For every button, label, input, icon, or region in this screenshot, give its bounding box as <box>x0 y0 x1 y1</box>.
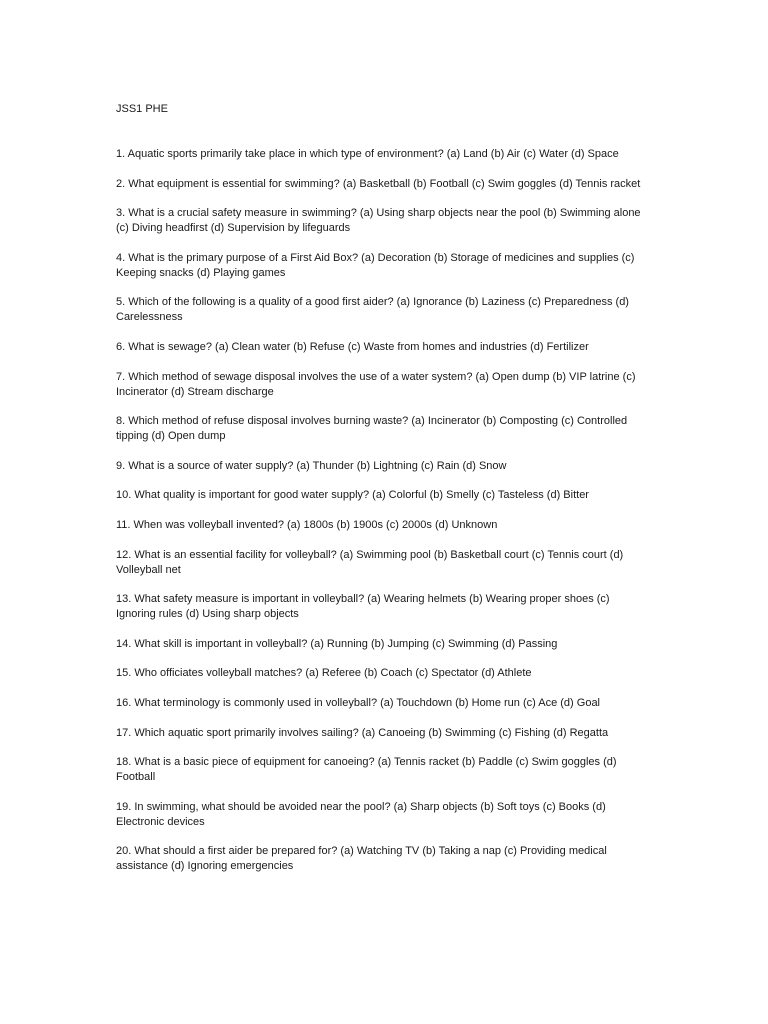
question-item: 13. What safety measure is important in volleyball? (a) Wearing helmets (b) Wearing proper shoes (c) Ignoring rules (d) Using sharp objects <box>116 593 610 621</box>
question-item: 2. What equipment is essential for swimming? (a) Basketball (b) Football (c) Swim goggles (d) Tennis racket <box>116 177 641 190</box>
question-item: 18. What is a basic piece of equipment for canoeing? (a) Tennis racket (b) Paddle (c) Swim goggles (d) Football <box>116 756 617 784</box>
question-item: 15. Who officiates volleyball matches? (a) Referee (b) Coach (c) Spectator (d) Athlete <box>116 667 532 680</box>
question-item: 4. What is the primary purpose of a First Aid Box? (a) Decoration (b) Storage of medicines and supplies (c) Keeping snacks (d) Playing games <box>116 251 635 279</box>
question-item: 20. What should a first aider be prepared for? (a) Watching TV (b) Taking a nap (c) Providing medical assistance (d) Ignoring emergencies <box>116 845 607 873</box>
question-item: 17. Which aquatic sport primarily involves sailing? (a) Canoeing (b) Swimming (c) Fishing (d) Regatta <box>116 726 609 739</box>
question-item: 14. What skill is important in volleyball? (a) Running (b) Jumping (c) Swimming (d) Passing <box>116 637 558 650</box>
question-item: 16. What terminology is commonly used in volleyball? (a) Touchdown (b) Home run (c) Ace (d) Goal <box>116 696 600 709</box>
question-item: 12. What is an essential facility for volleyball? (a) Swimming pool (b) Basketball court (c) Tennis court (d) Volleyball net <box>116 548 624 576</box>
question-list <box>116 147 658 874</box>
question-item: 1. Aquatic sports primarily take place in which type of environment? (a) Land (b) Air (c) Water (d) Space <box>116 148 619 160</box>
document-title: JSS1 PHE <box>116 103 168 115</box>
question-item: 3. What is a crucial safety measure in swimming? (a) Using sharp objects near the pool (b) Swimming alone (c) Diving headfirst (d) Supervision by lifeguards <box>116 207 641 235</box>
question-item: 19. In swimming, what should be avoided near the pool? (a) Sharp objects (b) Soft toys (c) Books (d) Electronic devices <box>116 800 606 828</box>
question-item: 8. Which method of refuse disposal involves burning waste? (a) Incinerator (b) Composting (c) Controlled tipping (d) Open dump <box>116 415 628 443</box>
question-item: 7. Which method of sewage disposal involves the use of a water system? (a) Open dump (b) VIP latrine (c) Incinerator (d) Stream discharge <box>116 370 636 398</box>
question-item: 10. What quality is important for good water supply? (a) Colorful (b) Smelly (c) Tasteless (d) Bitter <box>116 489 589 502</box>
question-item: 6. What is sewage? (a) Clean water (b) Refuse (c) Waste from homes and industries (d) Fertilizer <box>116 340 589 353</box>
question-item: 9. What is a source of water supply? (a) Thunder (b) Lightning (c) Rain (d) Snow <box>116 459 507 472</box>
question-item: 11. When was volleyball invented? (a) 1800s (b) 1900s (c) 2000s (d) Unknown <box>116 518 498 531</box>
question-item: 5. Which of the following is a quality of a good first aider? (a) Ignorance (b) Laziness (c) Preparedness (d) Carelessness <box>116 296 629 324</box>
